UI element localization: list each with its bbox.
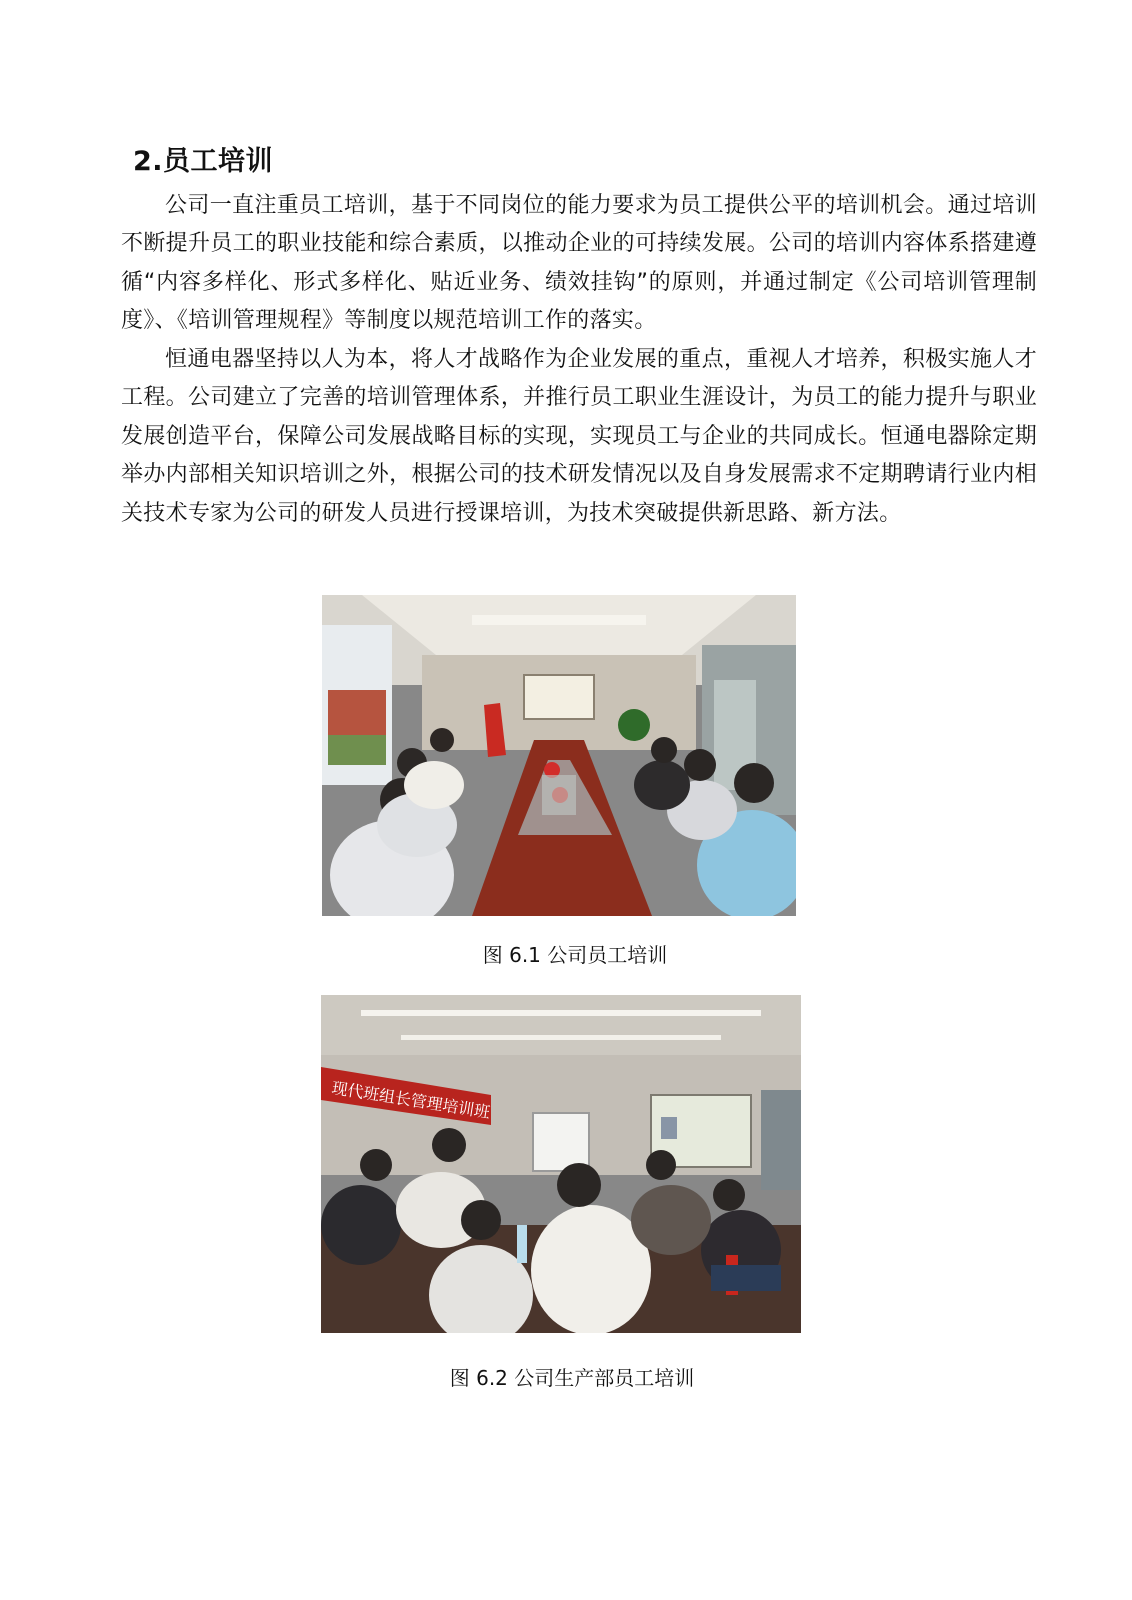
training-photo-meeting-room-drawing	[322, 595, 796, 916]
banner-text: 现代班组长管理培训班	[330, 1080, 492, 1122]
training-photo-production-department-drawing	[321, 995, 801, 1333]
paragraph-training-policy: 公司一直注重员工培训，基于不同岗位的能力要求为员工提供公平的培训机会。通过培训不断提升员工的职业技能和综合素质，以推动企业的可持续发展。公司的培训内容体系搭建遵循“内容多样化、形式多样化、贴近业务、绩效挂钩”的原则，并通过制定《公司培训管理制度》、《培训管理规程》等制度以规范培训工作的落实。	[121, 193, 1037, 334]
training-photo-meeting-room	[322, 595, 796, 916]
figure-caption-6-1: 图 6.1 公司员工培训	[482, 943, 668, 967]
paragraph-talent-strategy: 恒通电器坚持以人为本，将人才战略作为企业发展的重点，重视人才培养，积极实施人才工程。公司建立了完善的培训管理体系，并推行员工职业生涯设计，为员工的能力提升与职业发展创造平台，保障公司发展战略目标的实现，实现员工与企业的共同成长。恒通电器除定期举办内部相关知识培训之外，根据公司的技术研发情况以及自身发展需求不定期聘请行业内相关技术专家为公司的研发人员进行授课培训，为技术突破提供新思路、新方法。	[121, 347, 1037, 526]
training-photo-production-department	[321, 995, 801, 1333]
figure-caption-6-2: 图 6.2 公司生产部员工培训	[449, 1366, 695, 1390]
section-title: 2.员工培训	[133, 146, 274, 177]
